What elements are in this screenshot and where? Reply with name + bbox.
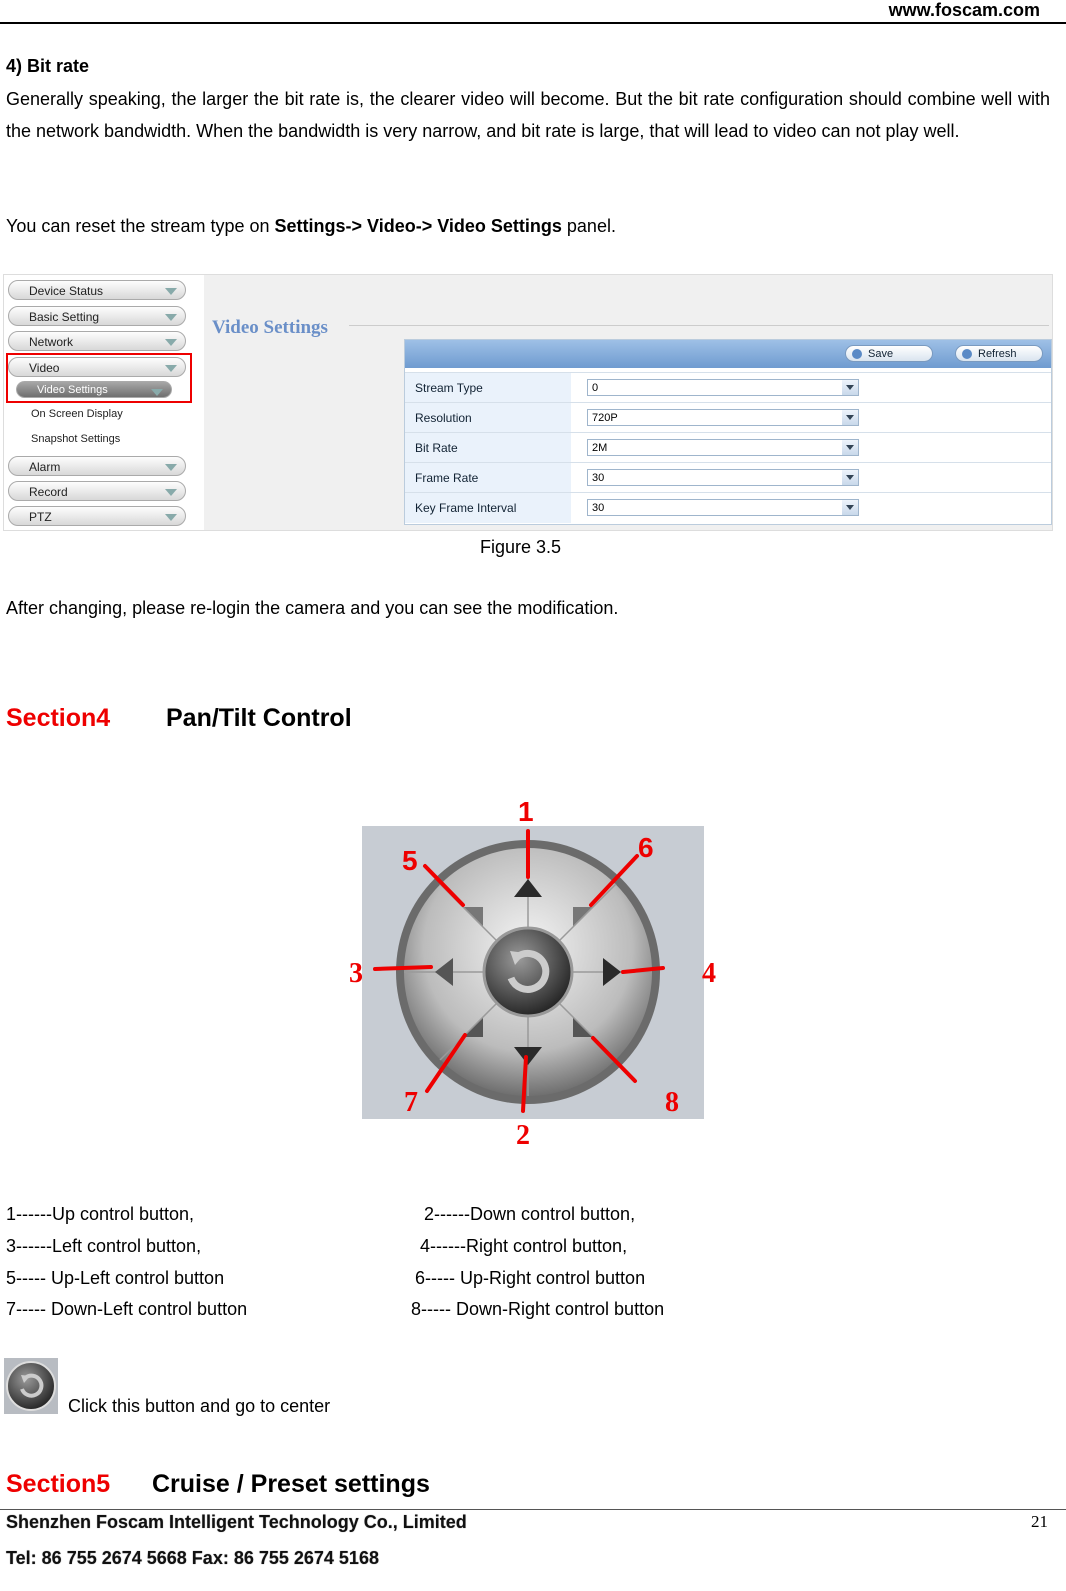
footer-company: Shenzhen Foscam Intelligent Technology Co., Limited — [6, 1512, 467, 1532]
row-label: Resolution — [405, 403, 571, 433]
legend-7: 7----- Down-Left control button — [6, 1299, 248, 1319]
table-row — [405, 402, 1051, 433]
ptz-label-5: 5 — [402, 845, 418, 876]
section5-number: Section5 — [6, 1470, 111, 1498]
row-label: Key Frame Interval — [405, 493, 571, 523]
bit-rate-select[interactable]: 2M — [587, 439, 859, 456]
video-settings-title: Video Settings — [212, 317, 328, 338]
settings-sidebar — [4, 275, 204, 530]
sidebar-item-video-settings[interactable]: Video Settings — [16, 381, 172, 398]
page-number: 21 — [1031, 1512, 1048, 1531]
sidebar-item-alarm[interactable]: Alarm — [8, 456, 186, 476]
key-frame-interval-select[interactable]: 30 — [587, 499, 859, 516]
video-settings-table — [404, 339, 1052, 525]
row-label: Bit Rate — [405, 433, 571, 463]
ptz-label-3: 3 — [349, 958, 363, 989]
center-button[interactable] — [484, 928, 572, 1016]
header-url[interactable]: www.foscam.com — [888, 0, 1040, 20]
ptz-label-1: 1 — [518, 796, 534, 827]
section4-title: Pan/Tilt Control — [166, 704, 352, 732]
frame-rate-select[interactable]: 30 — [587, 469, 859, 486]
row-label: Stream Type — [405, 373, 571, 403]
ptz-label-4: 4 — [702, 958, 716, 989]
table-toolbar — [405, 340, 1051, 368]
resolution-select[interactable]: 720P — [587, 409, 859, 426]
after-changing-text: After changing, please re-login the camera and you can see the modification. — [6, 598, 619, 618]
ptz-label-2: 2 — [516, 1120, 530, 1151]
sidebar-item-video[interactable]: Video — [8, 357, 186, 377]
sidebar-item-on-screen-display[interactable]: On Screen Display — [31, 408, 123, 420]
ptz-label-7: 7 — [404, 1087, 418, 1118]
center-button-icon — [4, 1358, 58, 1414]
reset-path: Settings-> Video-> Video Settings — [274, 216, 562, 236]
reset-instruction — [6, 210, 616, 242]
legend-6: 6----- Up-Right control button — [415, 1268, 646, 1288]
figure-caption: Figure 3.5 — [480, 537, 562, 557]
center-button-text: Click this button and go to center — [68, 1396, 331, 1416]
legend-4: 4------Right control button, — [420, 1236, 628, 1256]
stream-type-select[interactable]: 0 — [587, 379, 859, 396]
pointer-3 — [375, 967, 431, 969]
table-row — [405, 462, 1051, 493]
sidebar-item-device-status[interactable]: Device Status — [8, 280, 186, 300]
legend-5: 5----- Up-Left control button — [6, 1268, 225, 1288]
reset-prefix: You can reset the stream type on — [6, 216, 275, 236]
legend-3: 3------Left control button, — [6, 1236, 202, 1256]
legend-8: 8----- Down-Right control button — [411, 1299, 665, 1319]
bitrate-heading: 4) Bit rate — [6, 56, 90, 76]
bitrate-paragraph: Generally speaking, the larger the bit rate is, the clearer video will become. But the bit rate configuration should combine well with the network bandwidth. When the bandwidth is very narrow, and bit rate is large, that will lead to video can not play well. — [6, 89, 1050, 141]
section5-title: Cruise / Preset settings — [152, 1470, 430, 1498]
footer-rule — [0, 1509, 1066, 1510]
sidebar-item-snapshot-settings[interactable]: Snapshot Settings — [31, 433, 121, 445]
table-row — [405, 432, 1051, 463]
footer-contact: Tel: 86 755 2674 5668 Fax: 86 755 2674 5168 — [6, 1548, 379, 1568]
legend-2: 2------Down control button, — [424, 1204, 636, 1224]
sidebar-item-basic-setting[interactable]: Basic Setting — [8, 306, 186, 326]
legend-1: 1------Up control button, — [6, 1204, 195, 1224]
save-button[interactable]: Save — [845, 345, 933, 362]
sidebar-item-ptz[interactable]: PTZ — [8, 506, 186, 526]
refresh-button[interactable]: Refresh — [955, 345, 1043, 362]
highlight-box — [6, 353, 192, 403]
ptz-label-6: 6 — [638, 832, 654, 863]
row-label: Frame Rate — [405, 463, 571, 493]
sidebar-item-record[interactable]: Record — [8, 481, 186, 501]
ptz-label-8: 8 — [665, 1087, 679, 1118]
section4-number: Section4 — [6, 704, 111, 732]
table-row — [405, 372, 1051, 403]
video-settings-screenshot — [3, 274, 1053, 531]
title-rule — [349, 325, 1049, 326]
sidebar-item-network[interactable]: Network — [8, 331, 186, 351]
table-row — [405, 492, 1051, 523]
reset-suffix: panel. — [561, 216, 616, 236]
header-rule — [0, 22, 1066, 24]
